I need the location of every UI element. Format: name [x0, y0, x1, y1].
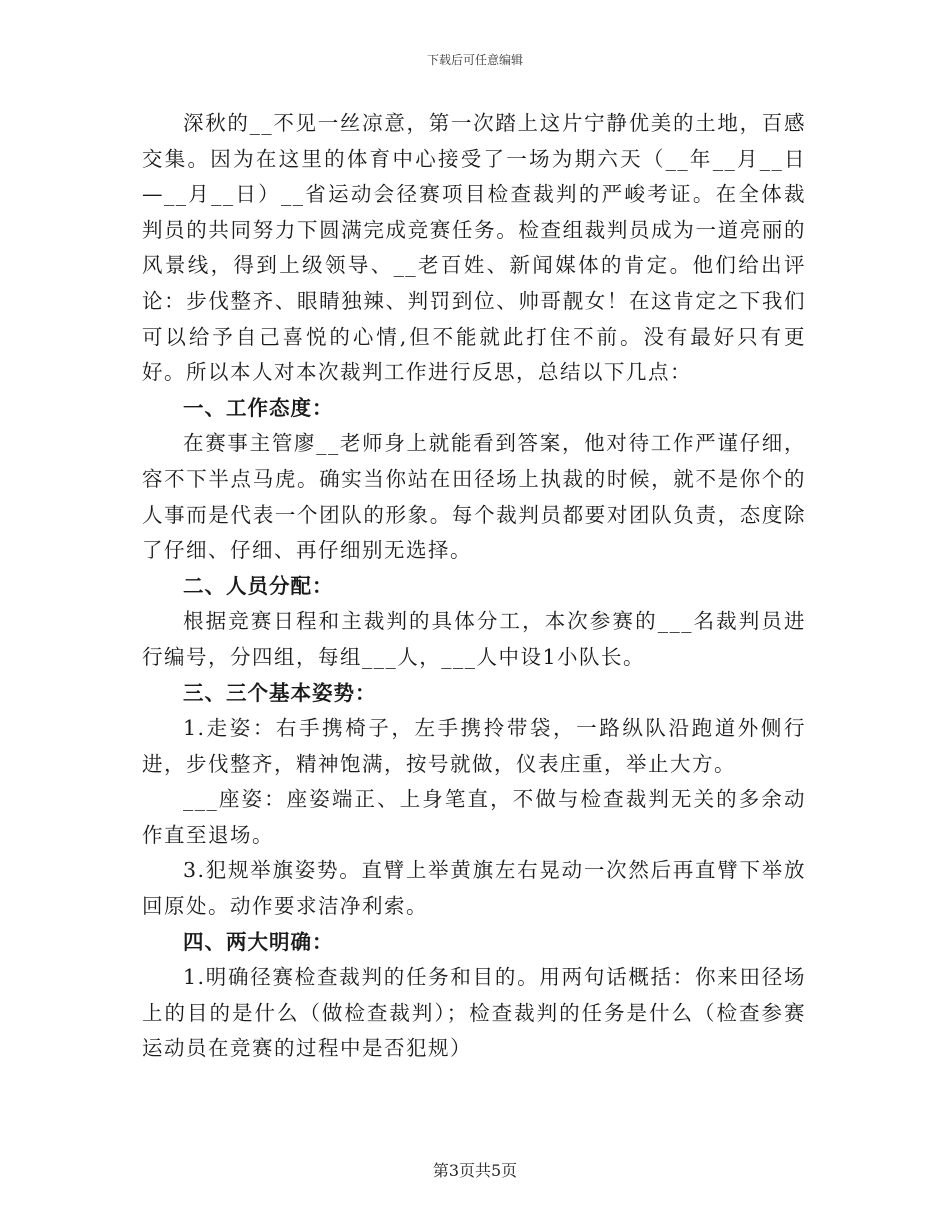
section-heading-postures: 三、三个基本姿势： — [183, 680, 377, 705]
section-heading-clarifications: 四、两大明确： — [183, 929, 334, 954]
page-header-note: 下载后可任意编辑 — [426, 53, 523, 67]
paragraph-intro: 深秋的__不见一丝凉意，第一次踏上这片宁静优美的土地，百感交集。因为在这里的体育中心接受了一场为期六天（__年__月__日—__月__日）__省运动会径赛项目检查裁判的严峻考证。在全体裁判员的共同努力下圆满完成竞赛任务。检查组裁判员成为一道亮丽的风景线，得到上级领导、__老百姓、新闻媒体的肯定。他们给出评论：步伐整齐、眼睛独辣、判罚到位、帅哥靓女！在这肯定之下我们可以给予自己喜悦的心情,但不能就此打住不前。没有最好只有更好。所以本人对本次裁判工作进行反思，总结以下几点： — [142, 111, 806, 385]
paragraph-attitude: 在赛事主管廖__老师身上就能看到答案，他对待工作严谨仔细，容不下半点马虎。确实当你站在田径场上执裁的时候，就不是你个的人事而是代表一个团队的形象。每个裁判员都要对团队负责，态度除了仔细、仔细、再仔细别无选择。 — [142, 431, 806, 563]
section-heading-attitude: 一、工作态度： — [183, 395, 334, 420]
paragraph-flag-posture: 3.犯规举旗姿势。直臂上举黄旗左右晃动一次然后再直臂下举放回原处。动作要求洁净利索。 — [142, 858, 806, 919]
page-number: 第3页共5页 — [432, 1161, 518, 1180]
paragraph-staffing: 根据竞赛日程和主裁判的具体分工，本次参赛的___名裁判员进行编号，分四组，每组___人，___人中设1小队长。 — [142, 609, 806, 669]
section-heading-staffing: 二、人员分配： — [183, 573, 334, 598]
paragraph-sitting-posture: ___座姿：座姿端正、上身笔直，不做与检查裁判无关的多余动作直至退场。 — [142, 787, 806, 847]
paragraph-walking-posture: 1.走姿：右手携椅子，左手携拎带袋，一路纵队沿跑道外侧行进，步伐整齐，精神饱满，按号就做，仪表庄重，举止大方。 — [142, 716, 806, 776]
document-body — [142, 106, 806, 1067]
paragraph-task-purpose: 1.明确径赛检查裁判的任务和目的。用两句话概括：你来田径场上的目的是什么（做检查裁判）；检查裁判的任务是什么（检查参赛运动员在竞赛的过程中是否犯规） — [142, 965, 806, 1061]
